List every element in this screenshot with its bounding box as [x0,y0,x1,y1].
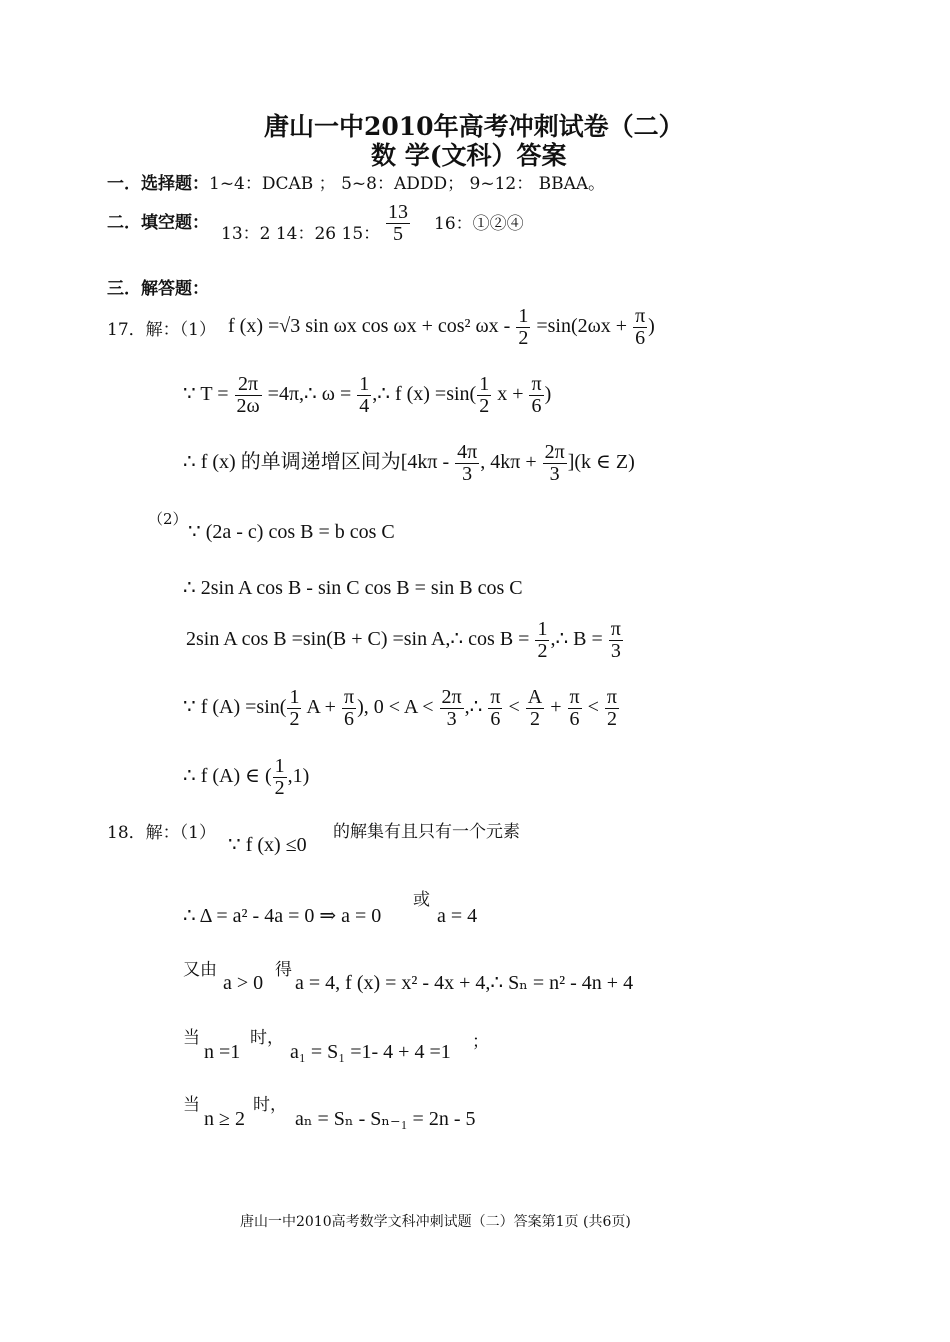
frac-num: 1 [479,373,490,395]
frac-num: π [343,686,355,708]
q17-line8-a: ∴ f (A) ∈ ( [183,765,272,788]
q17-line1 [228,306,655,349]
q17-line7-f: + [545,696,567,719]
q17-line3-c: ](k ∈ Z) [567,451,635,474]
frac-den: 6 [531,395,542,417]
q17-line1-rhs: =sin(2ωx + [531,315,633,338]
q17-line5: ∴ 2sin A cos B - sin C cos B = sin B cos C [183,577,523,599]
q17-line7 [183,687,620,730]
frac-num: π [531,373,542,395]
q17-part2-label: （2） [148,510,188,528]
section-choice [107,176,605,193]
q18-line4-pre: 当 [183,1028,200,1048]
q18-line2-math: ∴ Δ = a² - 4a = 0 ⇒ a = 0 [183,905,382,927]
frac-num: 1 [537,618,548,640]
frac-num: 1 [289,686,300,708]
frac-num: 1 [359,373,370,395]
q18-line3-de: 得 [275,960,292,980]
q17-line6-b: ,∴ B = [550,628,608,651]
frac-den: 3 [610,640,621,662]
page-subtitle: 数 学(文科）答案 [371,141,567,170]
section-choice-heading: 一．选择题： [107,174,209,194]
frac-den: 2 [537,640,548,662]
frac-num: 1 [274,755,285,777]
frac-den: 6 [344,708,354,730]
frac-den: 2 [606,708,617,730]
page-footer: 唐山一中2010高考数学文科冲刺试题（二）答案第1页 (共6页) [240,1214,631,1230]
q17-line2-c: ,∴ f (x) =sin( [372,383,477,406]
q17-line8 [183,756,309,799]
q17-label: 17．解：（1） [107,320,216,340]
q17-line2-a: ∵ T = [183,383,234,406]
q17-line7-b: A + [302,696,341,719]
q17-line6 [186,619,624,662]
q18-line4-end: ； [472,1032,489,1052]
q17-line3 [183,442,635,485]
frac-num: π [569,686,580,708]
q18-line2-or: 或 [413,890,430,910]
q18-line1-text: 的解集有且只有一个元素 [333,822,520,842]
q18-line4-shi: 时， [250,1028,284,1048]
q17-line6-a: 2sin A cos B =sin(B + C) =sin A,∴ cos B = [186,628,535,651]
fill-answers-13-15: 13：2 14：26 15： [221,224,381,244]
frac-num: π [606,686,617,708]
frac-den: 6 [569,708,580,730]
frac-den: 2ω [236,395,260,417]
frac-num: π [490,686,501,708]
frac-num: A [527,686,543,708]
q18-line5-m2: aₙ = Sₙ - Sₙ₋₁ = 2n - 5 [295,1108,476,1130]
frac-num: π [635,305,646,327]
frac-den: 4 [359,395,370,417]
q18-line4-m1: n =1 [204,1041,241,1063]
frac-num: 2π [441,686,462,708]
q17-line1-lhs: f (x) =√3 sin ωx cos ωx + cos² ωx - [228,315,516,338]
frac-den: 3 [549,463,560,485]
q18-line5-shi: 时， [253,1095,287,1115]
frac-den: 3 [446,708,457,730]
section-choice-content: 1~4：DCAB ； 5~8：ADDD； 9~12： BBAA。 [209,174,606,194]
frac-num: 13 [388,201,408,223]
q17-line1-end: ) [648,315,655,338]
frac-num: 4π [457,441,478,463]
frac-num: 2π [544,441,565,463]
page-title: 唐山一中2010年高考冲刺试卷（二） [264,112,684,141]
q18-line5-m1: n ≥ 2 [204,1108,245,1130]
q17-line2-b: =4π,∴ ω = [262,383,357,406]
frac-den: 2 [529,708,540,730]
frac-den: 3 [462,463,473,485]
fill-answer-15-fraction [385,202,411,245]
q17-line2-d: x + [492,383,529,406]
q18-line3-pre: 又由 [183,960,217,980]
frac-den: 6 [490,708,501,730]
q18-line5-pre: 当 [183,1095,200,1115]
q18-line3-m1: a > 0 [223,972,264,994]
frac-den: 2 [479,395,490,417]
q17-line7-g: < [582,696,604,719]
q17-line4: ∵ (2a - c) cos B = b cos C [188,521,395,543]
q18-label: 18．解：（1） [107,823,216,843]
q18-line2-end: a = 4 [437,905,478,927]
q17-line3-b: , 4kπ + [480,451,542,474]
q17-line7-d: ,∴ [464,696,488,719]
q17-line7-e: < [503,696,525,719]
q17-line7-a: ∵ f (A) =sin( [183,696,287,719]
frac-den: 6 [635,327,646,349]
q17-line2-e: ) [544,383,552,406]
q18-line3-m2: a = 4, f (x) = x² - 4x + 4,∴ Sₙ = n² - 4n + 4 [295,972,634,994]
fill-answer-16: 16：①②④ [434,214,524,234]
frac-den: 5 [393,223,403,245]
section-fill-heading: 二．填空题： [107,213,209,233]
q17-line8-b: ,1) [287,765,310,788]
q18-line4-m2: a₁ = S₁ =1- 4 + 4 =1 [290,1041,451,1063]
q17-line7-c: ), 0 < A < [357,696,439,719]
frac-den: 2 [274,777,285,799]
frac-num: π [610,618,621,640]
q17-line3-a: ∴ f (x) 的单调递增区间为[4kπ - [183,451,455,474]
section-solve-heading: 三．解答题： [107,279,209,299]
frac-den: 2 [518,327,529,349]
frac-num: 2π [235,374,262,396]
q17-line2 [183,374,551,417]
frac-den: 2 [289,708,300,730]
frac-num: 1 [518,305,529,327]
q18-line1-math: ∵ f (x) ≤0 [228,834,307,856]
